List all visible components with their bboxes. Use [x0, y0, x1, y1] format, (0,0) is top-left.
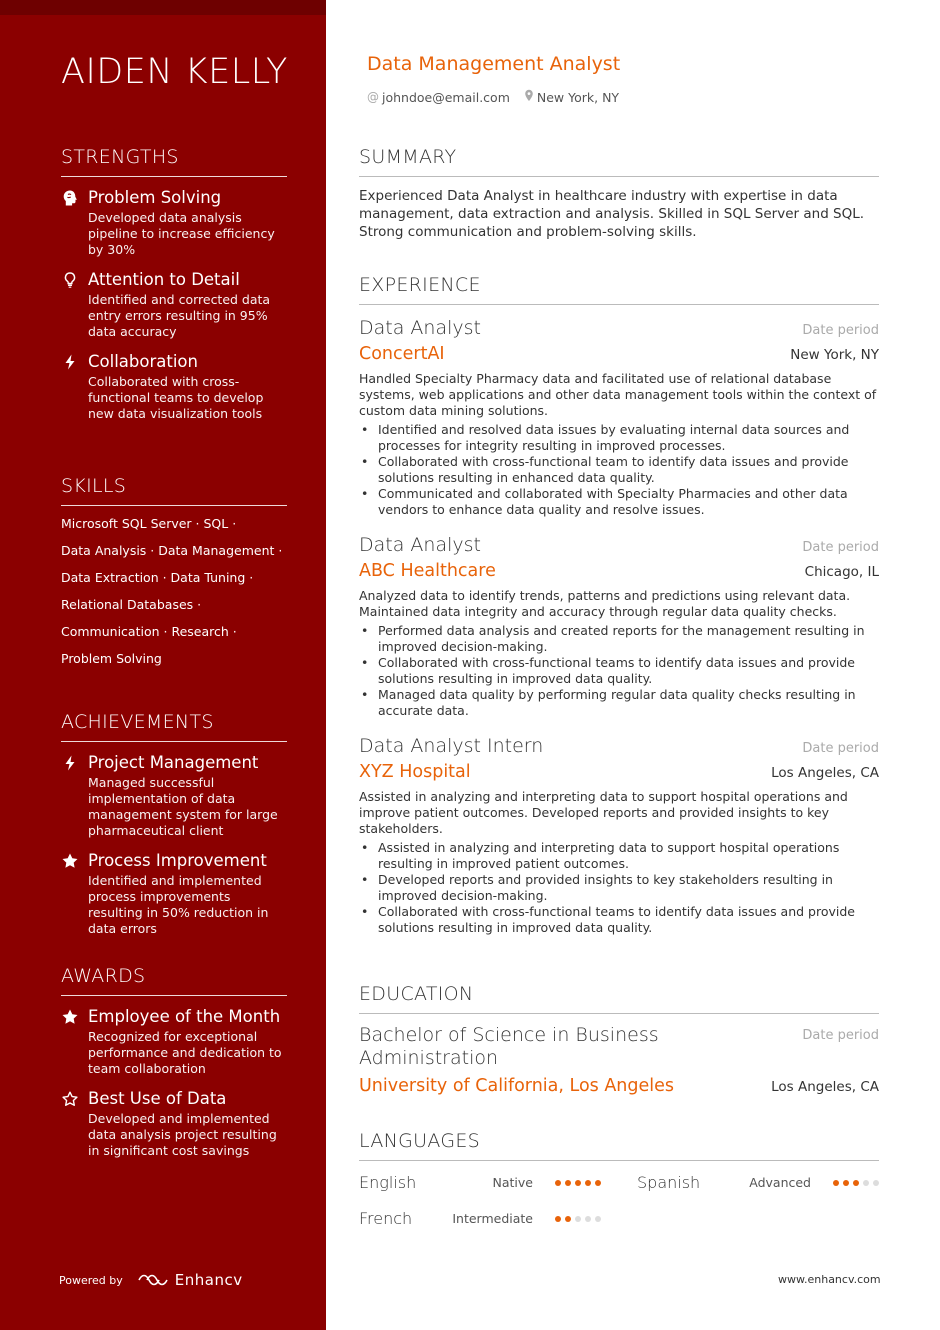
contact-info — [367, 89, 619, 105]
lightning-icon — [61, 754, 79, 772]
bullet-item: • Managed data quality by performing regular data quality checks resulting in accurate data. — [359, 687, 879, 719]
bullet-item: • Identified and resolved data issues by evaluating internal data sources and processes for integrity resulting in improved processes. — [359, 422, 879, 454]
job-bullets — [359, 422, 879, 518]
summary-heading: SUMMARY — [359, 146, 879, 177]
job-bullets — [359, 840, 879, 936]
language-level: Native — [492, 1175, 533, 1190]
achievement-item — [61, 752, 287, 839]
powered-by-label: Powered by — [59, 1273, 123, 1287]
strength-title: Problem Solving — [88, 188, 222, 207]
language-rating — [555, 1180, 601, 1186]
date-period: Date period — [802, 323, 879, 338]
lightning-icon — [61, 353, 79, 371]
rating-dot-filled — [565, 1216, 571, 1222]
job-location: Chicago, IL — [804, 564, 879, 580]
strength-desc: Developed data analysis pipeline to increase efficiency by 30% — [88, 210, 275, 257]
language-name: English — [359, 1173, 417, 1192]
bullet-item: • Collaborated with cross-functional teams to identify data issues and provide solutions resulting in improved data quality. — [359, 904, 879, 936]
award-item — [61, 1088, 287, 1159]
job-description: Analyzed data to identify trends, patterns and predictions using relevant data. Maintained data integrity and accuracy through regular data quality checks. — [359, 588, 851, 619]
company-name: ConcertAI — [359, 344, 445, 364]
skills-line: Microsoft SQL Server · SQL · — [61, 516, 237, 531]
bullet-item: • Performed data analysis and created reports for the management resulting in improved decision-making. — [359, 623, 879, 655]
rating-dot-filled — [595, 1180, 601, 1186]
achievements-heading: ACHIEVEMENTS — [61, 711, 287, 742]
star-icon — [61, 1008, 79, 1026]
language-rating — [833, 1180, 879, 1186]
job-description: Handled Specialty Pharmacy data and facilitated use of relational database systems, web applications and other data management tools within the context of custom data mining solutions. — [359, 371, 877, 418]
achievement-desc: Identified and implemented process improvements resulting in 50% reduction in data errors — [88, 873, 269, 936]
skills-line: Data Extraction · Data Tuning · — [61, 570, 254, 585]
lightbulb-icon — [61, 271, 79, 289]
award-desc: Recognized for exceptional performance and dedication to team collaboration — [88, 1029, 282, 1076]
skills-heading: SKILLS — [61, 475, 287, 506]
summary-text: Experienced Data Analyst in healthcare industry with expertise in data management, data extraction and analysis. Skilled in SQL Server and SQL. Strong communication and problem-solving skills. — [359, 188, 865, 240]
strength-item — [61, 351, 287, 422]
strength-desc: Collaborated with cross-functional teams to develop new data visualization tools — [88, 374, 264, 421]
experience-entry — [359, 733, 879, 936]
achievements-section — [61, 711, 287, 948]
strength-title: Collaboration — [88, 352, 198, 371]
location-contact — [524, 89, 619, 105]
experience-heading: EXPERIENCE — [359, 274, 879, 305]
experience-section — [359, 274, 879, 950]
achievement-title: Process Improvement — [88, 851, 267, 870]
rating-dot-filled — [843, 1180, 849, 1186]
language-rating — [555, 1216, 601, 1222]
language-level: Advanced — [749, 1175, 811, 1190]
rating-dot-empty — [595, 1216, 601, 1222]
bullet-item: • Collaborated with cross-functional teams to identify data issues and provide solutions resulting in improved data quality. — [359, 655, 879, 687]
job-description: Assisted in analyzing and interpreting data to support hospital operations and improve patient outcomes. Developed reports and provided insights to key stakeholders. — [359, 789, 848, 836]
email-text: johndoe@email.com — [382, 89, 510, 105]
awards-section — [61, 965, 287, 1170]
enhancv-brand-text: Enhancv — [174, 1271, 243, 1289]
rating-dot-filled — [555, 1180, 561, 1186]
date-period: Date period — [802, 540, 879, 555]
strengths-section — [61, 146, 287, 433]
rating-dot-filled — [575, 1180, 581, 1186]
enhancv-logo-icon — [137, 1272, 169, 1288]
languages-grid — [359, 1173, 879, 1228]
school-name: University of California, Los Angeles — [359, 1076, 675, 1096]
rating-dot-empty — [863, 1180, 869, 1186]
enhancv-brand[interactable] — [137, 1271, 243, 1289]
education-heading: EDUCATION — [359, 983, 879, 1014]
language-item — [637, 1173, 879, 1192]
strength-title: Attention to Detail — [88, 270, 240, 289]
language-name: French — [359, 1209, 413, 1228]
rating-dot-empty — [575, 1216, 581, 1222]
job-bullets — [359, 623, 879, 719]
degree-title: Bachelor of Science in Business Administration — [359, 1024, 659, 1069]
award-item — [61, 1006, 287, 1077]
rating-dot-filled — [565, 1180, 571, 1186]
company-name: XYZ Hospital — [359, 762, 471, 782]
award-title: Best Use of Data — [88, 1089, 227, 1108]
rating-dot-empty — [585, 1216, 591, 1222]
bullet-item: • Developed reports and provided insights to key stakeholders resulting in improved decision-making. — [359, 872, 879, 904]
website-link[interactable]: www.enhancv.com — [778, 1273, 881, 1286]
rating-dot-filled — [853, 1180, 859, 1186]
skills-section — [61, 475, 287, 678]
powered-by — [59, 1271, 243, 1289]
language-level: Intermediate — [452, 1211, 533, 1226]
skills-line: Problem Solving — [61, 651, 162, 666]
bullet-item: • Assisted in analyzing and interpreting data to support hospital operations resulting in improved patient outcomes. — [359, 840, 879, 872]
awards-heading: AWARDS — [61, 965, 287, 996]
award-title: Employee of the Month — [88, 1007, 281, 1026]
bullet-item: • Collaborated with cross-functional team to identify data issues and provide solutions resulting in enhanced data quality. — [359, 454, 879, 486]
rating-dot-empty — [873, 1180, 879, 1186]
brain-icon — [61, 189, 79, 207]
experience-entry — [359, 532, 879, 719]
achievement-desc: Managed successful implementation of data management system for large pharmaceutical client — [88, 775, 278, 838]
languages-heading: LANGUAGES — [359, 1130, 879, 1161]
strength-item — [61, 187, 287, 258]
award-desc: Developed and implemented data analysis project resulting in significant cost savings — [88, 1111, 277, 1158]
achievement-item — [61, 850, 287, 937]
rating-dot-filled — [833, 1180, 839, 1186]
skills-line: Data Analysis · Data Management · — [61, 543, 283, 558]
experience-entry — [359, 315, 879, 518]
language-item — [359, 1173, 601, 1192]
role-title: Data Analyst — [359, 534, 481, 556]
job-title: Data Management Analyst — [367, 53, 621, 75]
job-location: New York, NY — [790, 347, 879, 363]
company-name: ABC Healthcare — [359, 561, 496, 581]
strengths-heading: STRENGTHS — [61, 146, 287, 177]
email-contact[interactable] — [367, 89, 510, 105]
strength-item — [61, 269, 287, 340]
skills-line: Relational Databases · — [61, 597, 202, 612]
strength-desc: Identified and corrected data entry errors resulting in 95% data accuracy — [88, 292, 271, 339]
language-name: Spanish — [637, 1173, 701, 1192]
school-location: Los Angeles, CA — [771, 1079, 879, 1095]
date-period: Date period — [802, 1028, 879, 1043]
languages-section — [359, 1130, 879, 1228]
star-outline-icon — [61, 1090, 79, 1108]
rating-dot-filled — [555, 1216, 561, 1222]
candidate-name: AIDEN KELLY — [61, 52, 288, 92]
sidebar — [0, 0, 326, 1330]
education-section — [359, 983, 879, 1099]
bullet-item: • Communicated and collaborated with Specialty Pharmacies and other data vendors to enhance data quality and resolve issues. — [359, 486, 879, 518]
at-icon: @ — [367, 90, 379, 104]
summary-section — [359, 146, 879, 241]
achievement-title: Project Management — [88, 753, 259, 772]
star-icon — [61, 852, 79, 870]
role-title: Data Analyst Intern — [359, 735, 544, 757]
skills-line: Communication · Research · — [61, 624, 237, 639]
rating-dot-filled — [585, 1180, 591, 1186]
job-location: Los Angeles, CA — [771, 765, 879, 781]
location-text: New York, NY — [536, 89, 620, 105]
language-item — [359, 1209, 601, 1228]
role-title: Data Analyst — [359, 317, 481, 339]
map-pin-icon — [524, 89, 534, 105]
date-period: Date period — [802, 741, 879, 756]
sidebar-top-band — [0, 0, 326, 15]
